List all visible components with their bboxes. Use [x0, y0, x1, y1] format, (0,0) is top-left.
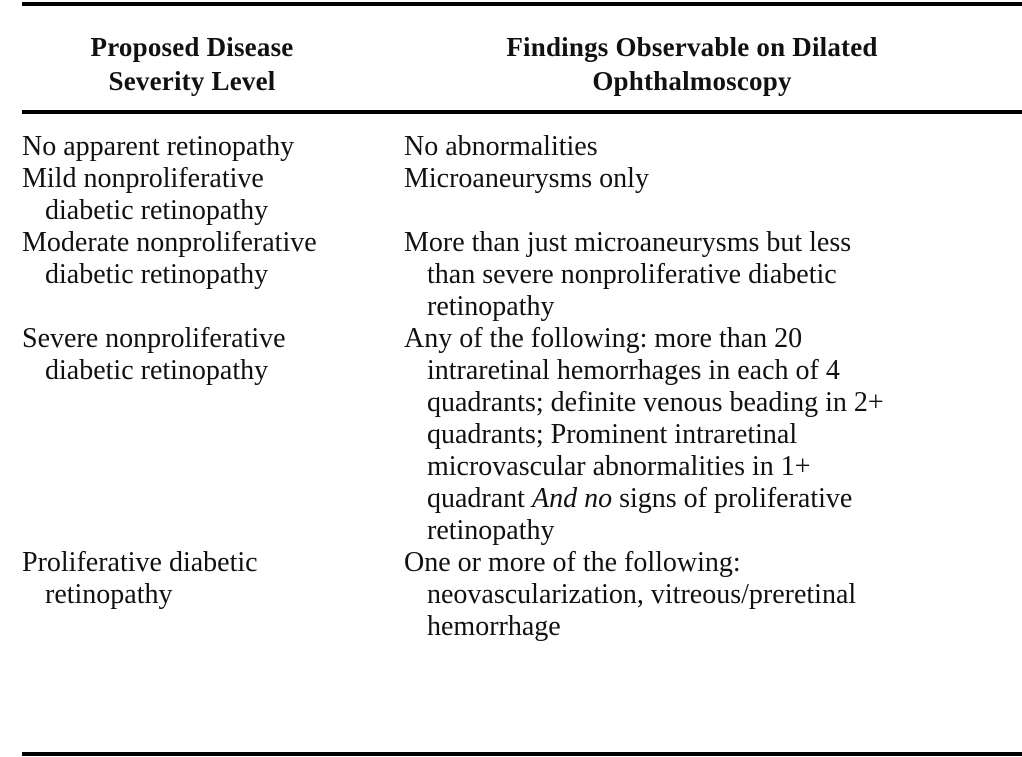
findings-text: quadrants; definite venous beading in 2+ — [427, 387, 884, 418]
findings-text: microvascular abnormalities in 1+ — [427, 451, 811, 482]
severity-text: Severe nonproliferative — [22, 323, 286, 354]
severity-cell — [22, 227, 404, 323]
severity-text: diabetic retinopathy — [45, 195, 269, 226]
findings-cell — [404, 227, 1004, 323]
findings-cell — [404, 547, 1004, 643]
table-body — [22, 114, 1022, 643]
findings-text: quadrants; Prominent intraretinal — [427, 419, 798, 450]
findings-text: hemorrhage — [427, 611, 561, 642]
severity-text: retinopathy — [45, 579, 173, 610]
header-text: Ophthalmoscopy — [592, 66, 792, 96]
findings-text: retinopathy — [427, 515, 555, 546]
severity-text: Mild nonproliferative — [22, 163, 264, 194]
table-row — [22, 227, 1022, 323]
findings-text: intraretinal hemorrhages in each of 4 — [427, 355, 840, 386]
findings-text: retinopathy — [427, 291, 555, 322]
table-header — [22, 6, 1022, 110]
bottom-rule — [22, 752, 1022, 756]
findings-cell — [404, 163, 1004, 227]
findings-text: neovascularization, vitreous/preretinal — [427, 579, 857, 610]
findings-text: signs of proliferative — [612, 483, 853, 514]
findings-text: Any of the following: more than 20 — [404, 323, 803, 354]
findings-text: More than just microaneurysms but less — [404, 227, 852, 258]
findings-text: One or more of the following: — [404, 547, 741, 578]
findings-cell — [404, 323, 1004, 547]
header-text: Findings Observable on Dilated — [506, 32, 878, 62]
severity-table — [22, 2, 1022, 643]
table-row — [22, 323, 1022, 547]
severity-cell — [22, 131, 404, 163]
severity-text: diabetic retinopathy — [45, 355, 269, 386]
table-row — [22, 131, 1022, 163]
table-row — [22, 547, 1022, 643]
findings-text: quadrant — [427, 483, 525, 514]
severity-text: Moderate nonproliferative — [22, 227, 317, 258]
severity-cell — [22, 163, 404, 227]
header-findings — [402, 30, 982, 98]
severity-cell — [22, 547, 404, 643]
header-severity-level — [22, 30, 362, 98]
findings-emphasis: And no — [531, 483, 613, 514]
table-row — [22, 163, 1022, 227]
findings-text: Microaneurysms only — [404, 163, 649, 194]
findings-text-mixed — [404, 483, 1004, 515]
severity-text: diabetic retinopathy — [45, 259, 269, 290]
header-text: Severity Level — [108, 66, 276, 96]
findings-cell — [404, 131, 1004, 163]
findings-text: than severe nonproliferative diabetic — [427, 259, 837, 290]
severity-text: No apparent retinopathy — [22, 131, 295, 162]
severity-text: Proliferative diabetic — [22, 547, 258, 578]
findings-text: No abnormalities — [404, 131, 598, 162]
severity-cell — [22, 323, 404, 547]
header-text: Proposed Disease — [90, 32, 294, 62]
